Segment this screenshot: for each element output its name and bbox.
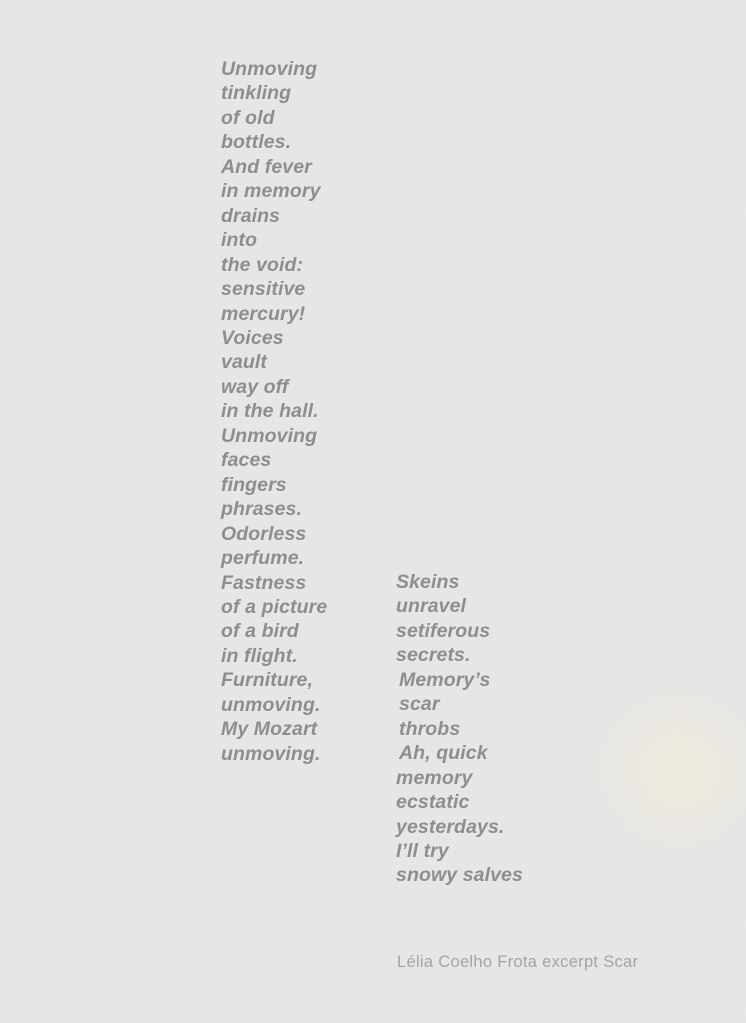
poem-line: Unmoving xyxy=(221,424,318,447)
poem-line: way off xyxy=(221,375,289,398)
poem-line: And fever xyxy=(221,155,312,178)
poem-line: yesterdays. xyxy=(396,815,505,838)
poem-line: mercury! xyxy=(221,302,306,325)
poem-line: in the hall. xyxy=(221,400,319,423)
poem-line: throbs xyxy=(399,717,461,740)
poem-line: in flight. xyxy=(221,644,298,667)
poem-line: secrets. xyxy=(396,644,471,667)
poem-line: Odorless xyxy=(221,522,307,545)
poem-line: Voices xyxy=(221,326,284,349)
poem-line: of old xyxy=(221,106,275,129)
poem-line: faces xyxy=(221,449,272,472)
poem-line: Fastness xyxy=(221,571,307,594)
poem-line: phrases. xyxy=(221,498,303,521)
poem-line: I’ll try xyxy=(396,839,449,862)
poem-line: unravel xyxy=(396,595,467,618)
poem-line: Furniture, xyxy=(221,669,313,692)
poem-line: into xyxy=(221,229,258,252)
poem-line: unmoving. xyxy=(221,693,321,716)
poem-line: vault xyxy=(221,351,268,374)
poem-line: in memory xyxy=(221,180,321,203)
poem-line: memory xyxy=(396,766,473,789)
poem-line: Unmoving xyxy=(221,58,318,80)
poem-line: Ah, quick xyxy=(399,742,488,765)
poem-line: Skeins xyxy=(396,571,460,593)
poem-line: bottles. xyxy=(221,131,292,154)
poem-line: the void: xyxy=(221,253,304,276)
poem-line: My Mozart xyxy=(221,718,318,741)
poem-line: drains xyxy=(221,204,281,227)
poem-line: sensitive xyxy=(221,278,306,301)
poem-line: fingers xyxy=(221,473,287,496)
poem-line: Memory’s xyxy=(399,668,491,691)
poem-line: tinkling xyxy=(221,82,292,105)
poem-line: setiferous xyxy=(396,619,491,642)
poem-column-right xyxy=(396,570,523,888)
poem-line: ecstatic xyxy=(396,791,470,814)
poem-line: scar xyxy=(399,693,440,716)
poem-line: unmoving. xyxy=(221,742,321,765)
poem-line: perfume. xyxy=(221,547,305,570)
poem-line: of a picture xyxy=(221,595,328,618)
poem-column-left xyxy=(221,57,327,766)
poem-attribution: Lélia Coelho Frota excerpt Scar xyxy=(397,953,639,971)
poem-line: of a bird xyxy=(221,620,299,643)
poem-line: snowy salves xyxy=(396,864,523,887)
